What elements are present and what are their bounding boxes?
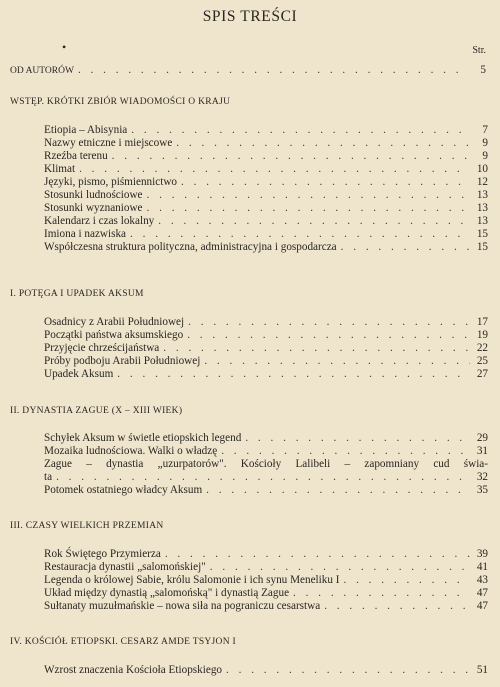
leader-dots: [117, 368, 470, 381]
leader-dots: [131, 124, 470, 137]
toc-entry-label: Rzeźba terenu: [44, 150, 108, 162]
toc-entry: [44, 445, 488, 458]
leader-dots: [56, 471, 470, 484]
toc-entry: [44, 368, 488, 381]
toc-entry-page: 25: [476, 355, 488, 367]
toc-entry-label: Potomek ostatniego władcy Aksum: [44, 484, 203, 496]
toc-entry-page: 12: [476, 176, 488, 188]
leader-dots: [226, 664, 470, 677]
toc-entry: [44, 202, 488, 215]
toc-entry-label: Nazwy etniczne i miejscowe: [44, 137, 173, 149]
toc-entry: [44, 150, 488, 163]
toc-entry: [44, 342, 488, 355]
leader-dots: [130, 228, 470, 241]
toc-entry-page: 13: [476, 189, 488, 201]
toc-entry-page: 15: [476, 241, 488, 253]
toc-entry-label: Przyjęcie chrześcijaństwa: [44, 342, 160, 354]
toc-entry-page: 10: [476, 163, 488, 175]
leader-dots: [324, 600, 470, 613]
toc-entry: [44, 189, 488, 202]
toc-entry-page: 13: [476, 215, 488, 227]
leader-dots: [188, 316, 470, 329]
leader-dots: [341, 241, 470, 254]
leader-dots: [147, 189, 470, 202]
leader-dots: [78, 64, 468, 77]
leader-dots: [210, 561, 470, 574]
toc-entry: [44, 241, 488, 254]
toc-entry-page: 9: [482, 150, 488, 162]
toc-entry-label: Języki, pismo, piśmiennictwo: [44, 176, 177, 188]
toc-entry-label: Upadek Aksum: [44, 368, 114, 380]
toc-entry-page: 27: [476, 368, 488, 380]
section-heading-wstep: WSTĘP. KRÓTKI ZBIÓR WIADOMOŚCI O KRAJU: [10, 97, 231, 107]
leader-dots: [206, 484, 470, 497]
toc-entry-label: Zague – dynastia „uzurpatorów". Kościoły Lalibeli – zapomniany cud świa-: [44, 458, 488, 470]
toc-entry-page: 32: [476, 471, 488, 483]
toc-entry-label: Osadnicy z Arabii Południowej: [44, 316, 185, 328]
toc-entry-wrapped-first-line: [44, 458, 488, 471]
section-heading-kosciol: IV. KOŚCIÓŁ ETIOPSKI. CESARZ AMDE TSYJON I: [10, 637, 237, 647]
toc-entry: [44, 600, 488, 613]
toc-entry: [44, 471, 488, 484]
leader-dots: [204, 355, 470, 368]
toc-entry-page: 41: [476, 561, 488, 573]
leader-dots: [112, 150, 470, 163]
toc-entry: [44, 124, 488, 137]
leader-dots: [158, 215, 470, 228]
toc-entry-page: 15: [476, 228, 488, 240]
page-title: SPIS TREŚCI: [202, 8, 298, 25]
toc-entry-page: 35: [476, 484, 488, 496]
toc-entry-label: Stosunki wyznaniowe: [44, 202, 143, 214]
toc-entry-label: Etiopia – Abisynia: [44, 124, 128, 136]
toc-entry: [44, 163, 488, 176]
toc-entry: [44, 316, 488, 329]
toc-entry-page: 31: [476, 445, 488, 457]
toc-entry-label: OD AUTORÓW: [10, 66, 74, 76]
toc-entry-page: 17: [476, 316, 488, 328]
toc-entry-label: Rok Świętego Przymierza: [44, 548, 161, 560]
toc-entry-page: 47: [476, 600, 488, 612]
leader-dots: [221, 445, 470, 458]
leader-dots: [176, 137, 470, 150]
toc-entry-page: 43: [476, 574, 488, 586]
toc-entry-label: Sułtanaty muzułmańskie – nowa siła na pograniczu cesarstwa: [44, 600, 321, 612]
toc-entry-label-continuation: ta: [44, 471, 53, 483]
toc-entry: [44, 432, 488, 445]
toc-entry-label: Stosunki ludnościowe: [44, 189, 143, 201]
toc-entry: [44, 176, 488, 189]
toc-entry: [44, 587, 488, 600]
toc-entry: [44, 664, 488, 677]
toc-entry: [44, 329, 488, 342]
leader-dots: [343, 574, 470, 587]
toc-entry: [44, 484, 488, 497]
toc-entry: [44, 574, 488, 587]
toc-entry: [44, 561, 488, 574]
toc-entry-page: 19: [476, 329, 488, 341]
toc-entry-page: 9: [482, 137, 488, 149]
toc-entry-label: Klimat: [44, 163, 76, 175]
toc-entry: [44, 228, 488, 241]
toc-entry-label: Kalendarz i czas lokalny: [44, 215, 155, 227]
toc-entry-label: Schyłek Aksum w świetle etiopskich legend: [44, 432, 242, 444]
section-heading-aksum: I. POTĘGA I UPADEK AKSUM: [10, 289, 144, 299]
toc-entry-label: Wzrost znaczenia Kościoła Etiopskiego: [44, 664, 223, 676]
bullet-mark: •: [62, 40, 67, 54]
toc-entry: [44, 548, 488, 561]
toc-entry-page: 47: [476, 587, 488, 599]
leader-dots: [293, 587, 470, 600]
page-column-label: Str.: [472, 45, 486, 56]
toc-entry-page: 5: [480, 64, 486, 76]
toc-entry-label: Początki państwa aksumskiego: [44, 329, 184, 341]
toc-entry-label: Legenda o królowej Sabie, królu Salomonie i ich synu Meneliku I: [44, 574, 340, 586]
leader-dots: [165, 548, 470, 561]
leader-dots: [187, 329, 470, 342]
toc-entry-page: 39: [476, 548, 488, 560]
toc-entry-page: 7: [482, 124, 488, 136]
toc-entry: [44, 215, 488, 228]
toc-entry: [44, 355, 488, 368]
leader-dots: [147, 202, 470, 215]
toc-entry-label: Układ między dynastią „salomońską" i dynastią Zague: [44, 587, 290, 599]
toc-entry-od-autorow: [10, 64, 486, 78]
leader-dots: [181, 176, 470, 189]
toc-entry-page: 51: [476, 664, 488, 676]
toc-entry-label: Mozaika ludnościowa. Walki o władzę: [44, 445, 218, 457]
leader-dots: [245, 432, 470, 445]
toc-entry-page: 13: [476, 202, 488, 214]
section-heading-zague: II. DYNASTIA ZAGUE (X – XIII WIEK): [10, 406, 183, 416]
toc-entry-page: 22: [476, 342, 488, 354]
toc-entry-label: Współczesna struktura polityczna, administracyjna i gospodarcza: [44, 241, 337, 253]
toc-entry: [44, 137, 488, 150]
toc-entry-label: Próby podboju Arabii Południowej: [44, 355, 201, 367]
toc-entry-label: Restauracja dynastii „salomońskiej": [44, 561, 206, 573]
leader-dots: [163, 342, 470, 355]
toc-entry-label: Imiona i nazwiska: [44, 228, 127, 240]
section-heading-przemiany: III. CZASY WIELKICH PRZEMIAN: [10, 521, 164, 531]
toc-entry-page: 29: [476, 432, 488, 444]
leader-dots: [79, 163, 470, 176]
